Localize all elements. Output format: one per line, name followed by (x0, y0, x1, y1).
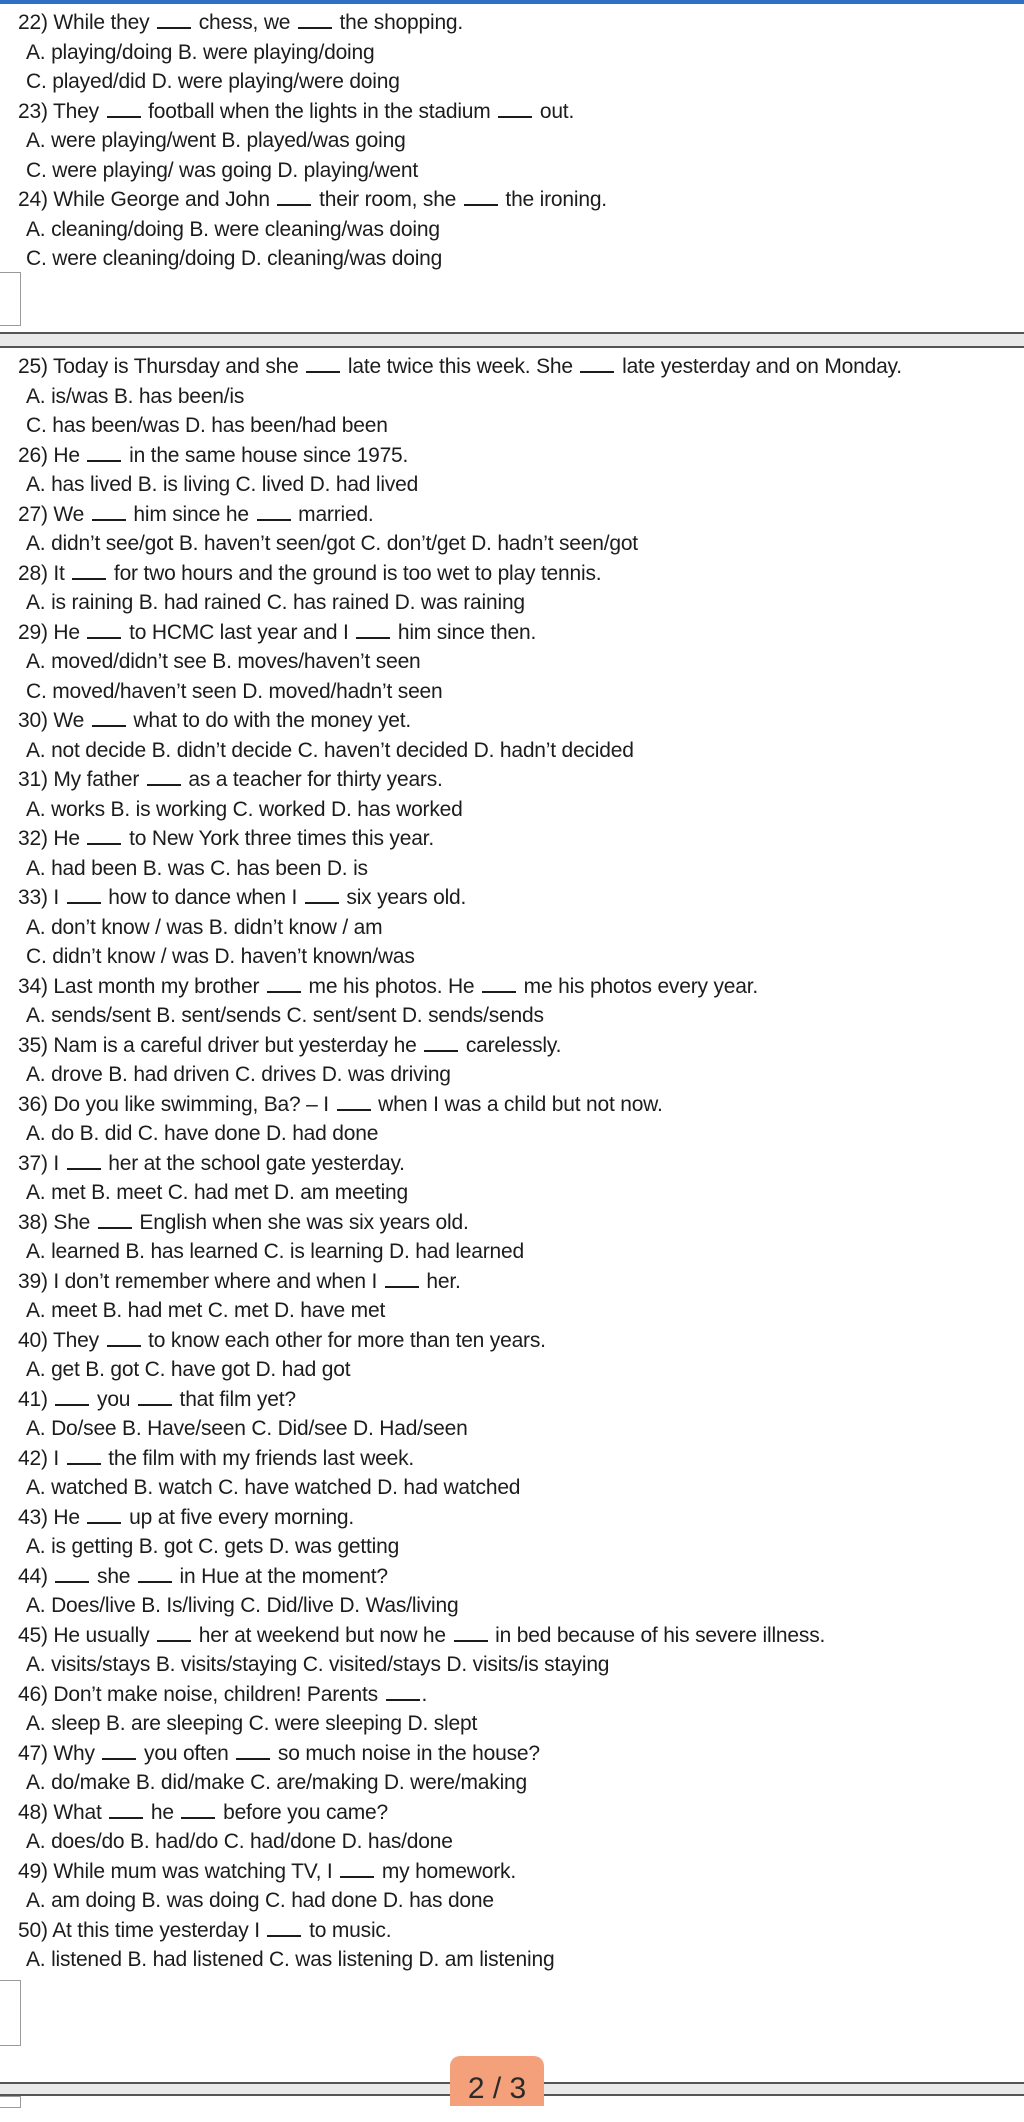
answer-blank (107, 98, 141, 118)
answer-options: A. get B. got C. have got D. had got (26, 1358, 351, 1381)
question-block (18, 8, 1024, 97)
answer-options: A. had been B. was C. has been D. is (26, 856, 368, 880)
question-text-part: the film with my friends last week. (102, 1446, 415, 1470)
question-text (18, 1503, 1024, 1533)
answer-options: A. meet B. had met C. met D. have met (26, 1299, 386, 1322)
answer-blank (257, 501, 291, 521)
question-text-part: 49) While mum was watching TV, I (18, 1859, 339, 1883)
question-block (18, 1208, 1024, 1267)
answer-blank (356, 619, 390, 639)
answer-blank (67, 1150, 101, 1170)
question-block (18, 352, 1024, 441)
answer-options: A. met B. meet C. had met D. am meeting (26, 1181, 409, 1204)
question-text (18, 765, 1024, 795)
question-text (18, 1267, 1024, 1297)
question-text-part: 43) He (18, 1505, 86, 1529)
question-text (18, 1621, 1024, 1651)
answer-options: A. learned B. has learned C. is learning D. had learned (26, 1240, 524, 1263)
question-text-part: her at weekend but now he (193, 1623, 452, 1647)
question-block (18, 706, 1024, 765)
question-text (18, 1031, 1024, 1061)
answer-blank (580, 353, 614, 373)
margin-bracket (0, 272, 21, 326)
question-text-part: up at five every morning. (123, 1505, 355, 1529)
question-text-part: 22) While they (18, 11, 156, 34)
answer-options: A. don’t know / was B. didn’t know / am (26, 915, 383, 939)
answer-blank (67, 884, 101, 904)
question-block (18, 1090, 1024, 1149)
question-text-part: you often (138, 1741, 235, 1765)
question-text (18, 1208, 1024, 1238)
question-text-part: as a teacher for thirty years. (182, 768, 443, 791)
answer-blank (55, 1386, 89, 1406)
question-text-part: late yesterday and on Monday. (616, 355, 902, 378)
question-text-part: 34) Last month my brother (18, 974, 265, 998)
answer-options: A. cleaning/doing B. were cleaning/was doing (26, 217, 440, 241)
answer-options: A. sleep B. are sleeping C. were sleeping D. slept (26, 1712, 478, 1735)
answer-blank (92, 707, 126, 727)
question-text (18, 972, 1024, 1002)
question-text-part: 38) She (18, 1210, 96, 1234)
question-block (18, 1739, 1024, 1798)
question-text (18, 1739, 1024, 1769)
question-block (18, 1267, 1024, 1326)
answer-blank (386, 1681, 420, 1701)
question-text-part: how to dance when I (102, 886, 303, 909)
margin-bracket (0, 2096, 21, 2108)
question-block (18, 1857, 1024, 1916)
question-text-part: 31) My father (18, 768, 145, 791)
question-text-part: him since he (127, 502, 255, 526)
answer-options: A. works B. is working C. worked D. has worked (26, 797, 463, 821)
question-text-part: in bed because of his severe illness. (489, 1623, 826, 1647)
question-text-part: 37) I (18, 1151, 65, 1175)
answer-blank (277, 186, 311, 206)
question-text-part: 44) (18, 1564, 54, 1588)
question-text (18, 706, 1024, 736)
answer-blank (181, 1799, 215, 1819)
answer-blank (87, 825, 121, 845)
question-block (18, 1621, 1024, 1680)
answer-options: C. has been/was D. has been/had been (26, 414, 388, 437)
question-text-part: him since then. (392, 620, 537, 644)
answer-options: C. were cleaning/doing D. cleaning/was doing (26, 247, 443, 270)
question-block (18, 1031, 1024, 1090)
answer-options: A. listened B. had listened C. was listening D. am listening (26, 1948, 555, 1971)
question-text-part: my homework. (376, 1859, 516, 1883)
question-text-part: to HCMC last year and I (123, 620, 355, 644)
question-text-part: 28) It (18, 561, 71, 585)
question-text-part: 50) At this time yesterday I (18, 1918, 266, 1942)
answer-blank (87, 442, 121, 462)
question-text-part: her at the school gate yesterday. (102, 1151, 405, 1175)
worksheet-section-1 (18, 8, 1024, 274)
answer-blank (87, 1504, 121, 1524)
question-block (18, 1326, 1024, 1385)
question-block (18, 1149, 1024, 1208)
question-text-part: football when the lights in the stadium (142, 99, 497, 123)
question-text-part: for two hours and the ground is too wet to play tennis. (108, 561, 602, 585)
question-text-part: 23) They (18, 99, 105, 123)
question-text-part: late twice this week. She (342, 355, 579, 378)
question-block (18, 1916, 1024, 1975)
answer-options: A. is raining B. had rained C. has rained D. was raining (26, 591, 525, 614)
question-text-part: to know each other for more than ten years. (142, 1328, 546, 1352)
question-text-part: to music. (303, 1918, 392, 1942)
question-block (18, 883, 1024, 972)
question-block (18, 618, 1024, 707)
answer-options: A. is/was B. has been/is (26, 384, 245, 408)
answer-options: A. is getting B. got C. gets D. was getting (26, 1535, 400, 1558)
question-text-part: in the same house since 1975. (123, 443, 409, 467)
answer-options: A. do/make B. did/make C. are/making D. were/making (26, 1771, 528, 1794)
question-text (18, 618, 1024, 648)
question-block (18, 1385, 1024, 1444)
margin-bracket (0, 1980, 21, 2046)
question-text (18, 1680, 1024, 1710)
answer-options: A. moved/didn’t see B. moves/haven’t seen (26, 650, 421, 673)
answer-blank (298, 9, 332, 29)
answer-options: A. playing/doing B. were playing/doing (26, 40, 375, 64)
answer-blank (385, 1268, 419, 1288)
answer-blank (67, 1445, 101, 1465)
question-block (18, 185, 1024, 274)
question-text-part: to New York three times this year. (123, 827, 434, 850)
question-text-part: so much noise in the house? (272, 1741, 540, 1765)
question-block (18, 824, 1024, 883)
answer-blank (157, 9, 191, 29)
question-text-part: me his photos every year. (518, 974, 758, 998)
question-text-part: me his photos. He (302, 974, 481, 998)
question-text-part: 41) (18, 1387, 54, 1411)
question-text-part: 29) He (18, 620, 86, 644)
answer-blank (72, 560, 106, 580)
question-text-part: carelessly. (460, 1033, 562, 1057)
question-block (18, 1444, 1024, 1503)
question-text-part: chess, we (193, 11, 296, 34)
question-text-part: 27) We (18, 502, 90, 526)
question-block (18, 559, 1024, 618)
answer-options: A. do B. did C. have done D. had done (26, 1122, 379, 1145)
question-text (18, 1149, 1024, 1179)
question-block (18, 500, 1024, 559)
question-text-part: in Hue at the moment? (173, 1564, 388, 1588)
answer-blank (102, 1740, 136, 1760)
question-text-part: 24) While George and John (18, 188, 276, 211)
question-block (18, 1503, 1024, 1562)
answer-options: A. not decide B. didn’t decide C. haven’t decided D. hadn’t decided (26, 738, 634, 762)
answer-blank (482, 973, 516, 993)
question-text-part: 36) Do you like swimming, Ba? – I (18, 1092, 335, 1116)
question-text (18, 1562, 1024, 1592)
answer-blank (107, 1327, 141, 1347)
answer-options: A. were playing/went B. played/was going (26, 129, 406, 152)
worksheet-section-2 (18, 352, 1024, 1975)
answer-blank (498, 98, 532, 118)
question-text (18, 559, 1024, 589)
page-indicator: 2 / 3 (450, 2056, 544, 2106)
question-text (18, 824, 1024, 854)
question-text-part: out. (534, 99, 575, 123)
question-text-part: that film yet? (173, 1387, 296, 1411)
answer-blank (340, 1858, 374, 1878)
question-text (18, 1385, 1024, 1415)
question-text (18, 352, 1024, 382)
answer-blank (337, 1091, 371, 1111)
answer-options: A. Does/live B. Is/living C. Did/live D. Was/living (26, 1594, 459, 1617)
question-text-part: 32) He (18, 827, 86, 850)
answer-blank (109, 1799, 143, 1819)
question-block (18, 765, 1024, 824)
question-text-part: English when she was six years old. (133, 1210, 469, 1234)
answer-options: A. sends/sent B. sent/sends C. sent/sent D. sends/sends (26, 1004, 544, 1027)
question-block (18, 1798, 1024, 1857)
question-text-part: six years old. (340, 886, 467, 909)
answer-options: C. moved/haven’t seen D. moved/hadn’t seen (26, 679, 443, 703)
question-text-part: 47) Why (18, 1741, 101, 1765)
answer-blank (147, 766, 181, 786)
answer-options: A. visits/stays B. visits/staying C. visited/stays D. visits/is staying (26, 1653, 610, 1676)
question-text-part: 42) I (18, 1446, 65, 1470)
question-text-part: 35) Nam is a careful driver but yesterday he (18, 1033, 423, 1057)
question-text-part: when I was a child but not now. (372, 1092, 663, 1116)
question-text-part: 39) I don’t remember where and when I (18, 1269, 383, 1293)
question-text-part: what to do with the money yet. (127, 709, 412, 732)
question-block (18, 97, 1024, 186)
question-text (18, 441, 1024, 471)
question-text-part: . (421, 1682, 428, 1706)
answer-blank (138, 1563, 172, 1583)
answer-blank (98, 1209, 132, 1229)
question-text (18, 883, 1024, 913)
question-text-part: he (145, 1800, 180, 1824)
question-text-part: 40) They (18, 1328, 105, 1352)
question-text-part: 26) He (18, 443, 86, 467)
answer-blank (464, 186, 498, 206)
answer-blank (454, 1622, 488, 1642)
answer-blank (236, 1740, 270, 1760)
answer-blank (306, 353, 340, 373)
question-text-part: their room, she (313, 188, 462, 211)
top-accent-bar (0, 0, 1024, 4)
answer-options: A. has lived B. is living C. lived D. had lived (26, 473, 419, 496)
answer-blank (305, 884, 339, 904)
question-text (18, 1444, 1024, 1474)
answer-blank (157, 1622, 191, 1642)
answer-blank (267, 1917, 301, 1937)
question-text-part: 45) He usually (18, 1623, 156, 1647)
answer-blank (267, 973, 301, 993)
answer-options: A. am doing B. was doing C. had done D. has done (26, 1889, 494, 1912)
answer-blank (424, 1032, 458, 1052)
answer-options: A. Do/see B. Have/seen C. Did/see D. Had/seen (26, 1417, 468, 1440)
answer-blank (138, 1386, 172, 1406)
question-text-part: she (91, 1564, 136, 1588)
question-text (18, 500, 1024, 530)
answer-options: C. were playing/ was going D. playing/went (26, 158, 418, 182)
answer-options: C. didn’t know / was D. haven’t known/was (26, 945, 415, 968)
question-text-part: 46) Don’t make noise, children! Parents (18, 1682, 384, 1706)
answer-options: A. watched B. watch C. have watched D. had watched (26, 1476, 521, 1499)
question-text (18, 1326, 1024, 1356)
question-text (18, 185, 1024, 215)
question-text-part: you (91, 1387, 136, 1411)
question-text (18, 1857, 1024, 1887)
question-text-part: 30) We (18, 709, 90, 732)
question-text-part: married. (292, 502, 374, 526)
question-text-part: 25) Today is Thursday and she (18, 355, 305, 378)
question-text (18, 8, 1024, 38)
answer-blank (92, 501, 126, 521)
answer-options: A. didn’t see/got B. haven’t seen/got C. don’t/get D. hadn’t seen/got (26, 532, 638, 555)
question-block (18, 441, 1024, 500)
question-block (18, 972, 1024, 1031)
question-text-part: her. (420, 1269, 461, 1293)
answer-options: A. does/do B. had/do C. had/done D. has/done (26, 1830, 453, 1853)
question-text (18, 97, 1024, 127)
answer-options: C. played/did D. were playing/were doing (26, 70, 400, 93)
question-text (18, 1090, 1024, 1120)
answer-options: A. drove B. had driven C. drives D. was driving (26, 1063, 451, 1086)
question-text (18, 1798, 1024, 1828)
question-text-part: the ironing. (499, 188, 607, 211)
question-block (18, 1562, 1024, 1621)
answer-blank (87, 619, 121, 639)
question-block (18, 1680, 1024, 1739)
page-divider (0, 332, 1024, 348)
question-text-part: 33) I (18, 886, 65, 909)
answer-blank (55, 1563, 89, 1583)
question-text-part: 48) What (18, 1800, 108, 1824)
question-text-part: before you came? (217, 1800, 389, 1824)
question-text (18, 1916, 1024, 1946)
question-text-part: the shopping. (333, 11, 464, 34)
